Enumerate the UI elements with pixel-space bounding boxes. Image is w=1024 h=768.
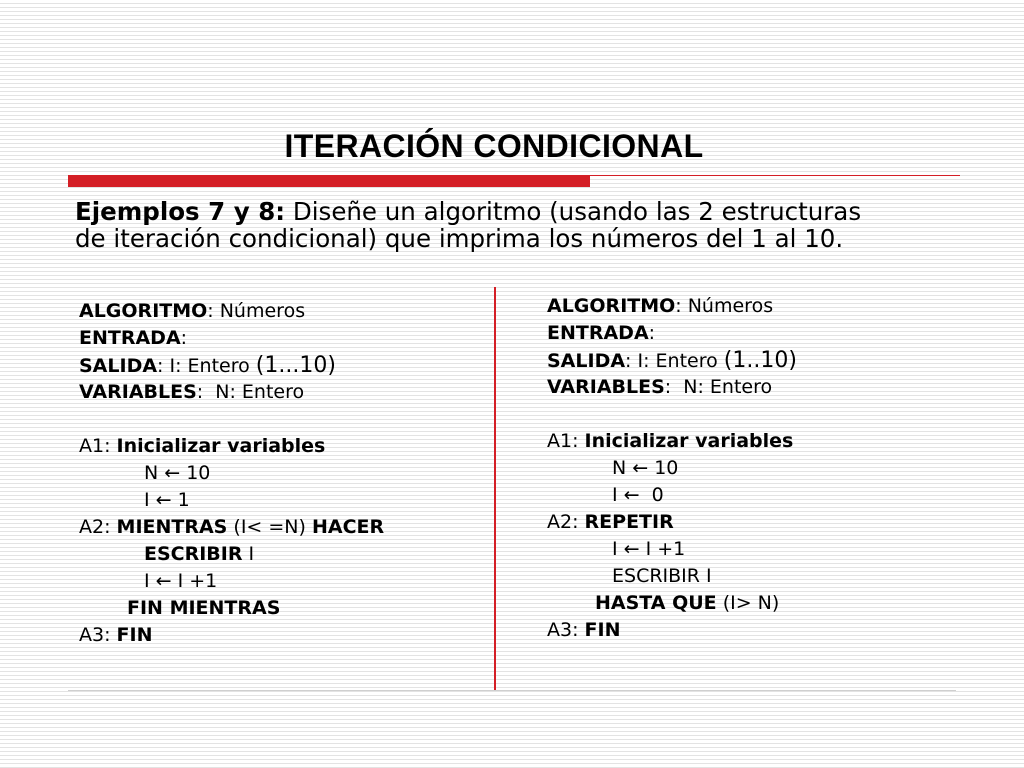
salida-key: SALIDA — [79, 355, 158, 377]
a2-line — [547, 509, 797, 536]
variables-value: : N: Entero — [664, 376, 773, 398]
n-assign-line: N ← 10 — [612, 457, 679, 479]
escribir-keyword: ESCRIBIR — [144, 543, 243, 565]
fin-keyword: FIN — [584, 619, 621, 641]
a3-line — [547, 617, 797, 644]
n-assign-line: N ← 10 — [144, 462, 211, 484]
hacer-keyword: HACER — [311, 516, 385, 538]
fin-keyword: FIN — [116, 624, 153, 646]
entrada-value: : — [648, 322, 656, 344]
slide-title: ITERACIÓN CONDICIONAL — [284, 128, 704, 164]
salida-key: SALIDA — [547, 350, 626, 372]
increment-line: I ← I +1 — [144, 570, 218, 592]
salida-range: (1...10) — [255, 353, 336, 378]
entrada-line — [79, 325, 384, 352]
algoritmo-key: ALGORITMO — [79, 300, 208, 322]
a3-prefix: A3: — [547, 619, 585, 641]
mientras-keyword: MIENTRAS — [116, 516, 228, 538]
fin-mientras-keyword: FIN MIENTRAS — [127, 597, 281, 619]
entrada-key: ENTRADA — [79, 327, 181, 349]
a1-text: Inicializar variables — [584, 430, 794, 452]
salida-line — [547, 347, 797, 374]
title-underline-rule — [590, 175, 960, 176]
algorithm-mientras — [79, 298, 384, 649]
algoritmo-line — [79, 298, 384, 325]
algoritmo-value: : Números — [207, 300, 306, 322]
variables-line — [79, 379, 384, 406]
fin-mientras-line — [79, 595, 384, 622]
increment-line: I ← I +1 — [612, 538, 686, 560]
escribir-arg: I — [242, 543, 255, 565]
variables-line — [547, 374, 797, 401]
a1-line — [79, 433, 384, 460]
algoritmo-line — [547, 293, 797, 320]
entrada-line — [547, 320, 797, 347]
algorithm-repetir — [547, 293, 797, 644]
algoritmo-key: ALGORITMO — [547, 295, 676, 317]
salida-range: (1..10) — [723, 348, 797, 373]
a2-prefix: A2: — [547, 511, 585, 533]
intro-label: Ejemplos 7 y 8: — [75, 197, 286, 226]
salida-line — [79, 352, 384, 379]
a1-prefix: A1: — [547, 430, 585, 452]
variables-value: : N: Entero — [196, 381, 305, 403]
a2-prefix: A2: — [79, 516, 117, 538]
title-underline-bar — [68, 175, 590, 187]
bottom-rule — [68, 690, 956, 691]
variables-key: VARIABLES — [79, 381, 197, 403]
salida-value: : I: Entero — [625, 350, 724, 372]
a2-line — [79, 514, 384, 541]
intro-text: Diseñe un algoritmo (usando las 2 estructuras de iteración condicional) que imprima los números del 1 al 10. — [75, 197, 862, 253]
mientras-condition: (I< =N) — [227, 516, 312, 538]
escribir-line — [79, 541, 384, 568]
a3-prefix: A3: — [79, 624, 117, 646]
a3-line — [79, 622, 384, 649]
intro-paragraph — [75, 198, 865, 252]
variables-key: VARIABLES — [547, 376, 665, 398]
a1-text: Inicializar variables — [116, 435, 326, 457]
entrada-value: : — [180, 327, 188, 349]
i-assign-line: I ← 0 — [612, 484, 664, 506]
hasta-que-line — [547, 590, 797, 617]
a1-line — [547, 428, 797, 455]
repetir-keyword: REPETIR — [584, 511, 674, 533]
entrada-key: ENTRADA — [547, 322, 649, 344]
hasta-que-condition: (I> N) — [716, 592, 780, 614]
i-assign-line: I ← 1 — [144, 489, 190, 511]
column-divider — [494, 287, 496, 690]
escribir-line: ESCRIBIR I — [612, 565, 712, 587]
salida-value: : I: Entero — [157, 355, 256, 377]
a1-prefix: A1: — [79, 435, 117, 457]
hasta-que-keyword: HASTA QUE — [595, 592, 717, 614]
algoritmo-value: : Números — [675, 295, 774, 317]
